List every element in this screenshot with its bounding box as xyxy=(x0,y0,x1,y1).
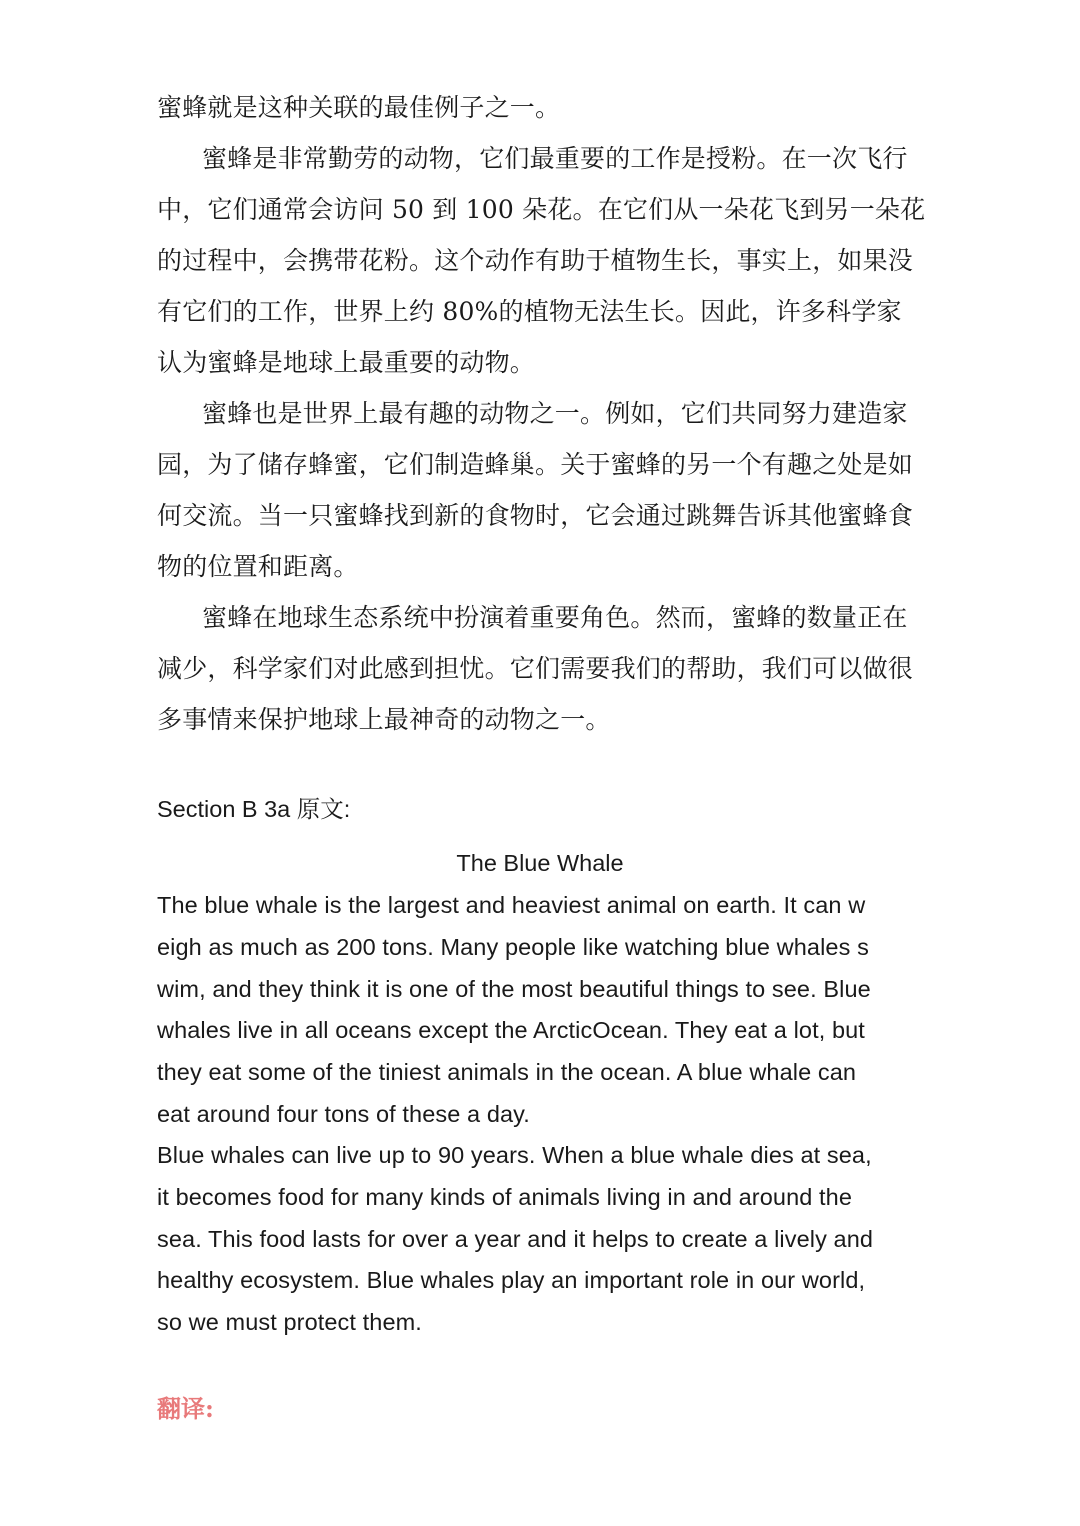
translation-label: 翻译: xyxy=(157,1394,214,1423)
bee-passage-line: 中，它们通常会访问 50 到 100 朵花。在它们从一朵花飞到另一朵花 xyxy=(157,195,926,224)
bee-passage-line: 蜜蜂在地球生态系统中扮演着重要角色。然而，蜜蜂的数量正在 xyxy=(202,603,908,632)
bee-passage-line: 多事情来保护地球上最神奇的动物之一。 xyxy=(157,705,611,734)
bee-passage-line: 蜜蜂也是世界上最有趣的动物之一。例如，它们共同努力建造家 xyxy=(202,399,908,428)
whale-passage-line: sea. This food lasts for over a year and it helps to create a lively and xyxy=(157,1226,874,1252)
bee-passage-line: 蜜蜂是非常勤劳的动物，它们最重要的工作是授粉。在一次飞行 xyxy=(202,144,908,173)
whale-passage-line: eat around four tons of these a day. xyxy=(157,1101,530,1127)
whale-passage-line: so we must protect them. xyxy=(157,1309,422,1335)
whale-passage-line: healthy ecosystem. Blue whales play an important role in our world, xyxy=(157,1267,866,1293)
whale-passage-line: it becomes food for many kinds of animals living in and around the xyxy=(157,1184,853,1210)
whale-passage-line: Blue whales can live up to 90 years. When a blue whale dies at sea, xyxy=(157,1142,872,1168)
whale-passage-line: The blue whale is the largest and heaviest animal on earth. It can w xyxy=(157,892,866,918)
whale-passage-line: whales live in all oceans except the ArcticOcean. They eat a lot, but xyxy=(157,1017,865,1043)
whale-passage-line: they eat some of the tiniest animals in the ocean. A blue whale can xyxy=(157,1059,857,1085)
whale-passage-line: wim, and they think it is one of the most beautiful things to see. Blue xyxy=(157,976,871,1002)
bee-passage-line: 的过程中，会携带花粉。这个动作有助于植物生长，事实上，如果没 xyxy=(157,246,914,275)
whale-passage-line: eigh as much as 200 tons. Many people like watching blue whales s xyxy=(157,934,869,960)
bee-passage-line: 园，为了储存蜂蜜，它们制造蜂巢。关于蜜蜂的另一个有趣之处是如 xyxy=(157,450,914,479)
bee-passage-line: 物的位置和距离。 xyxy=(157,552,359,581)
bee-passage-line: 何交流。当一只蜜蜂找到新的食物时，它会通过跳舞告诉其他蜜蜂食 xyxy=(157,501,914,530)
bee-passage-line: 减少，科学家们对此感到担忧。它们需要我们的帮助，我们可以做很 xyxy=(157,654,914,683)
bee-passage-line: 蜜蜂就是这种关联的最佳例子之一。 xyxy=(157,93,561,122)
bee-passage-line: 有它们的工作，世界上约 80%的植物无法生长。因此，许多科学家 xyxy=(157,297,902,326)
section-heading: Section B 3a 原文: xyxy=(157,796,351,822)
passage-title: The Blue Whale xyxy=(456,850,624,876)
bee-passage-line: 认为蜜蜂是地球上最重要的动物。 xyxy=(157,348,536,377)
